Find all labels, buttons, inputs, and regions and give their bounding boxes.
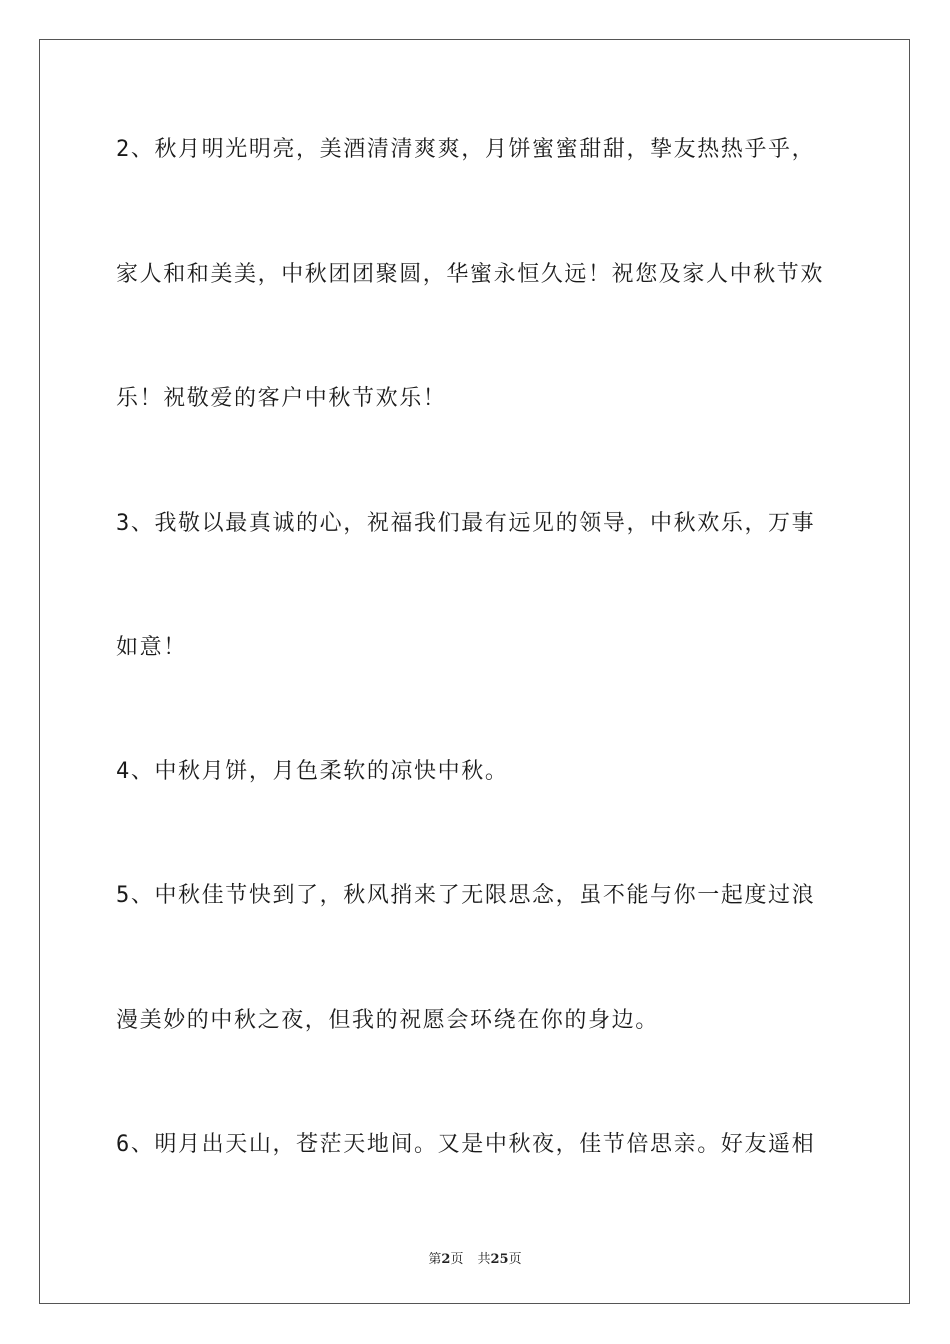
text-line-3: 乐！祝敬爱的客户中秋节欢乐！ [116, 386, 447, 411]
text-line-1: 2、秋月明光明亮，美酒清清爽爽，月饼蜜蜜甜甜，挚友热热乎乎， [116, 137, 816, 162]
text-line-7: 5、中秋佳节快到了，秋风捎来了无限思念，虽不能与你一起度过浪 [116, 883, 816, 908]
text-line-5: 如意！ [116, 635, 187, 660]
text-line-6: 4、中秋月饼，月色柔软的凉快中秋。 [116, 759, 509, 784]
page-number: 2 [441, 1252, 451, 1267]
page-border [39, 39, 910, 1304]
total-prefix: 共 [477, 1252, 491, 1267]
page-prefix: 第 [428, 1252, 442, 1267]
total-suffix: 页 [508, 1252, 522, 1267]
text-line-8: 漫美妙的中秋之夜，但我的祝愿会环绕在你的身边。 [116, 1008, 659, 1033]
text-line-2: 家人和和美美，中秋团团聚圆，华蜜永恒久远！祝您及家人中秋节欢 [116, 262, 825, 287]
page-footer [0, 1248, 950, 1267]
total-pages: 25 [490, 1252, 509, 1267]
page-suffix: 页 [450, 1252, 464, 1267]
text-line-4: 3、我敬以最真诚的心，祝福我们最有远见的领导，中秋欢乐，万事 [116, 511, 816, 536]
text-line-9: 6、明月出天山，苍茫天地间。又是中秋夜，佳节倍思亲。好友遥相 [116, 1132, 816, 1157]
